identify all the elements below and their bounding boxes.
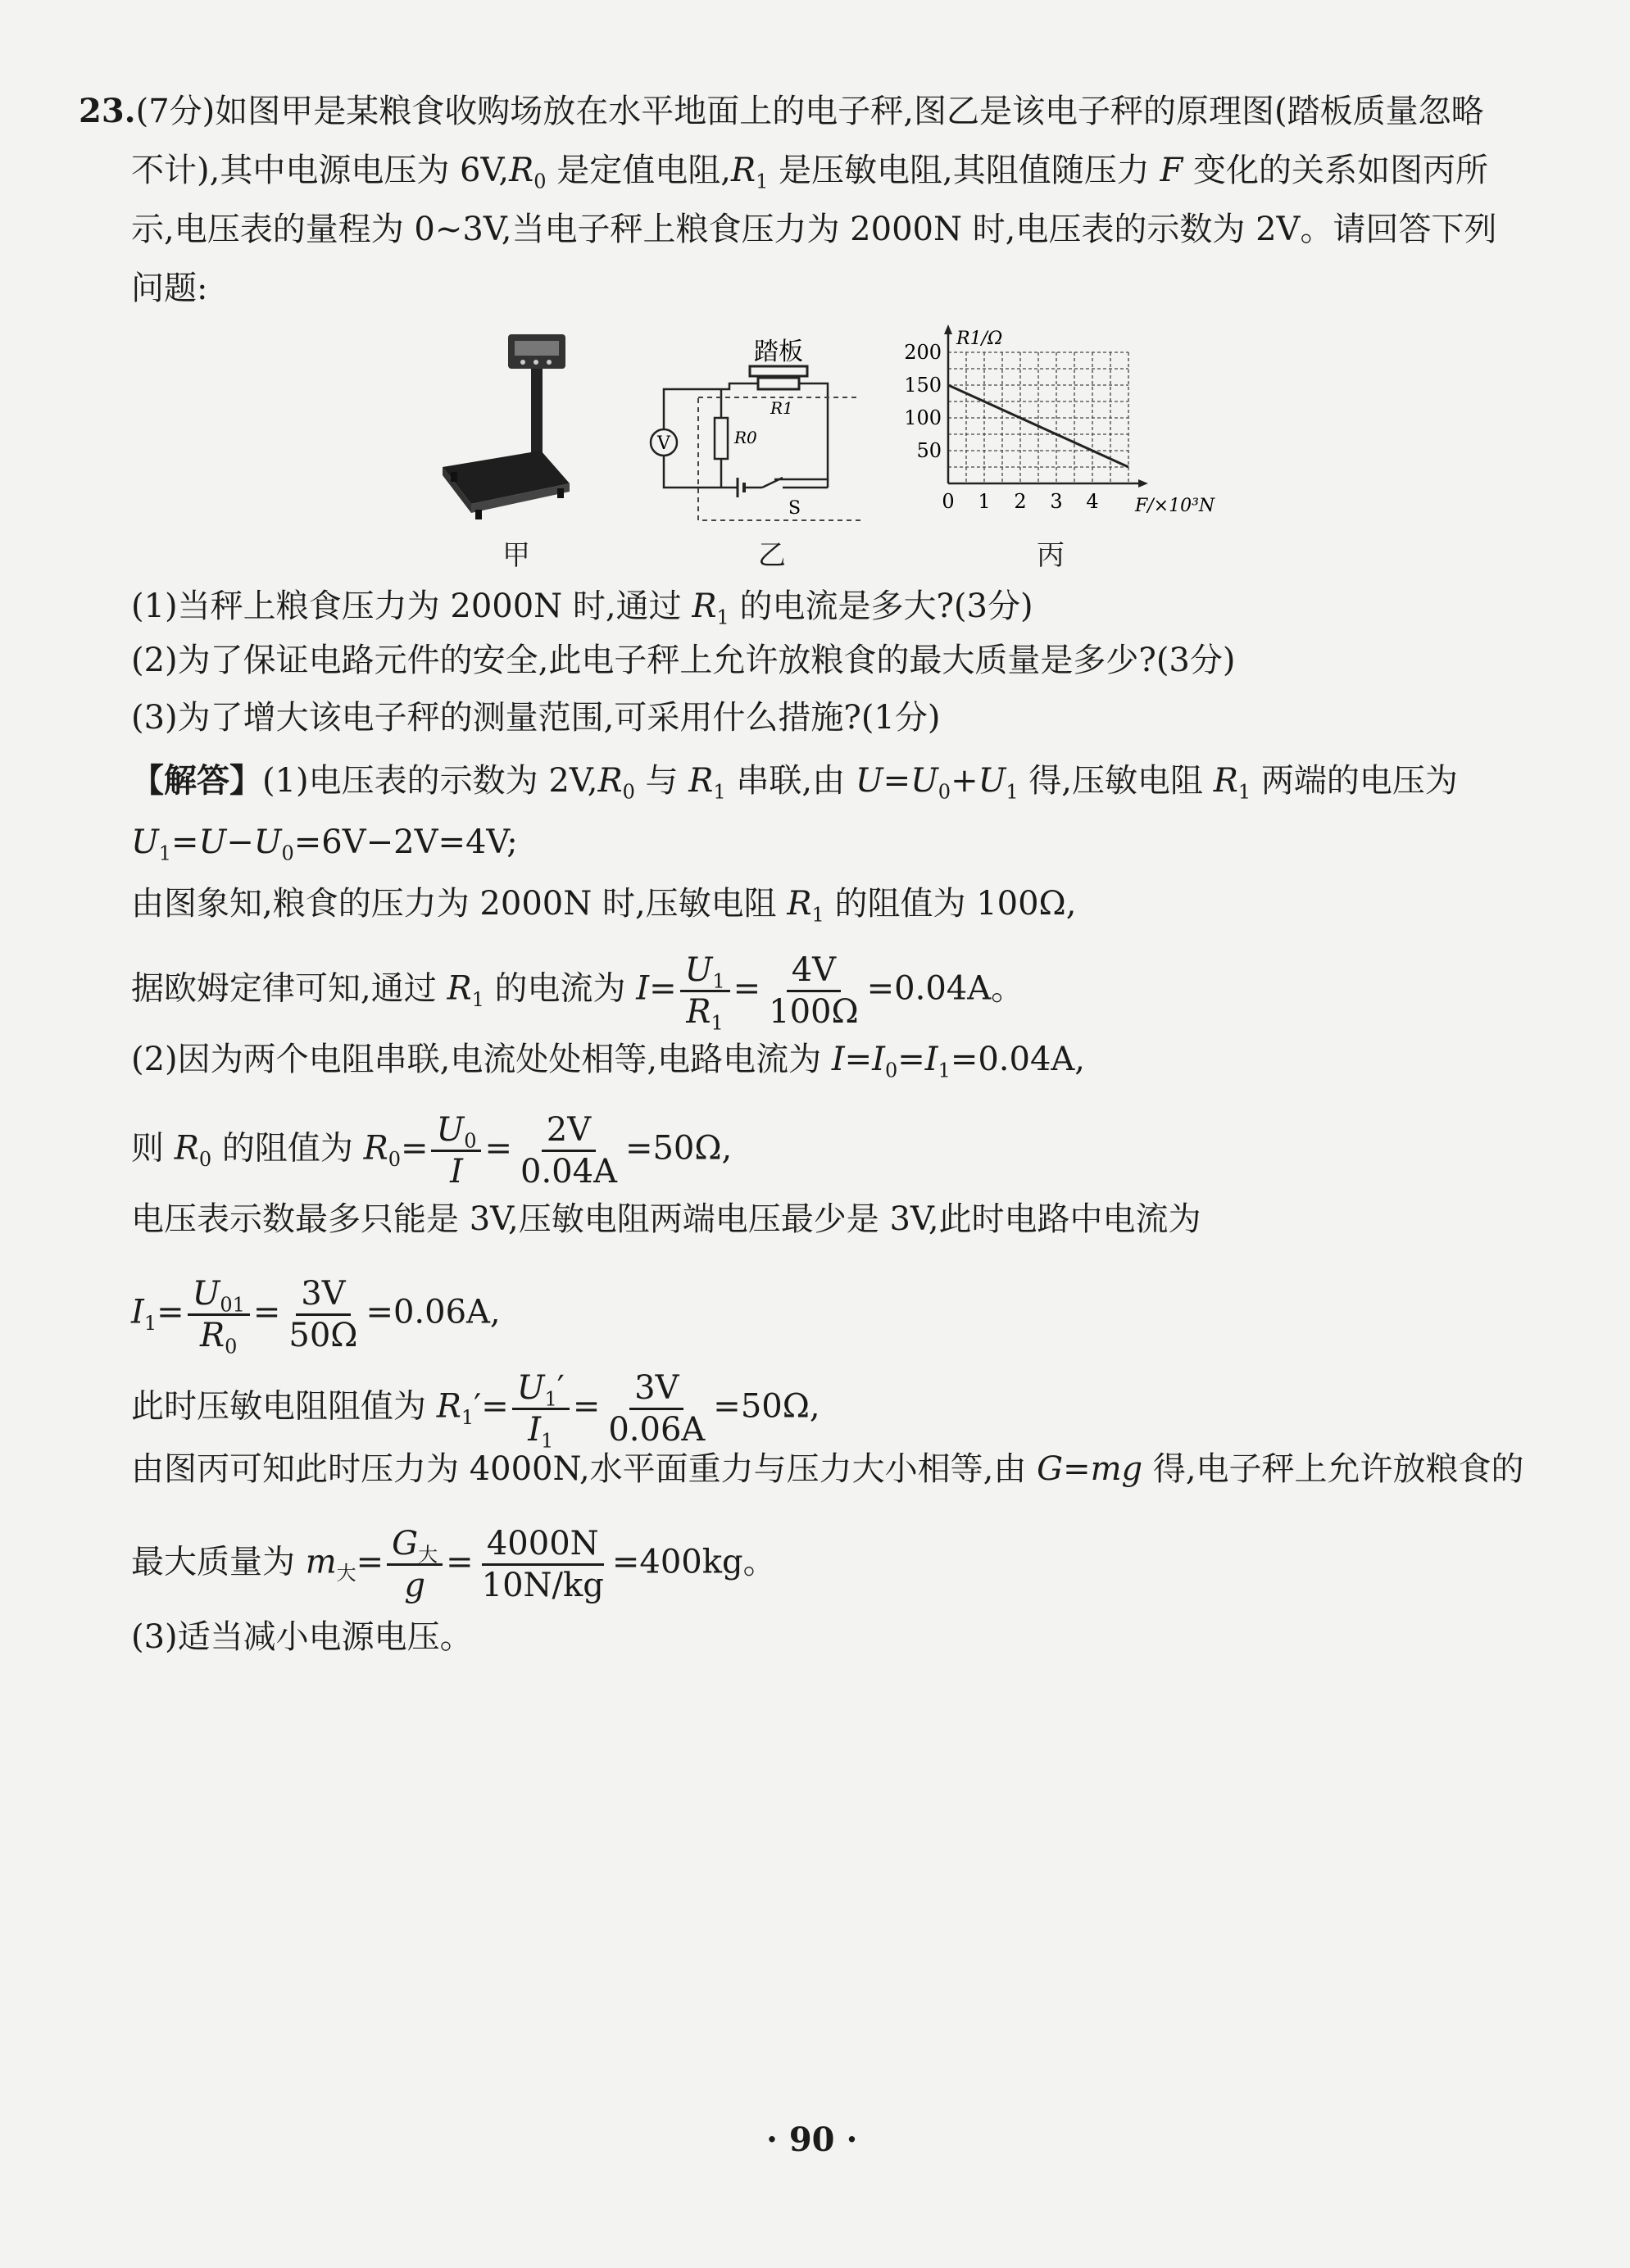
stem-text: 是定值电阻, [546, 152, 731, 189]
r1-label: R1 [770, 398, 793, 418]
stem-text: 是压敏电阻,其阻值随压力 [768, 152, 1160, 189]
pedal [750, 366, 807, 376]
series-line [948, 385, 1128, 467]
fraction: $\frac{U_1'}{I_1}$ [512, 1368, 570, 1449]
r0-label: R0 [734, 428, 757, 447]
voltmeter-label: V [657, 433, 670, 454]
answer-line-3: 由图象知,粮食的压力为 2000N 时,压敏电阻 $R_1$ 的阻值为 100Ω, [131, 885, 1077, 927]
answer-line-5: (2)因为两个电阻串联,电流处处相等,电路电流为 $I=I_0=I_1=0.04A$, [131, 1041, 1086, 1082]
x-tick-label: 0 [942, 490, 955, 513]
scale-illustration [426, 328, 574, 524]
fraction: $\frac{U_{01}}{R_0}$ [188, 1274, 250, 1355]
answer-line-1: 【解答】(1)电压表的示数为 $2V,R_0$ 与 $R_1$ 串联,由 $U=U_0+U_1$ 得,压敏电阻 $R_1$ 两端的电压为 [131, 761, 1458, 804]
question-line-1 [79, 88, 1484, 134]
answer-line-4: 据欧姆定律可知,通过 $R_1$ 的电流为 I= $\frac{U_1}{R_1}$ = $\frac{4V}{100\Omega}$ =0.04A。 [131, 951, 1024, 1035]
stem-text: 变化的关系如图丙所 [1183, 152, 1488, 189]
sub-question-2: (2)为了保证电路元件的安全,此电子秤上允许放粮食的最大质量是多少?(3分) [131, 642, 1236, 679]
switch [762, 478, 783, 488]
fraction: $\frac{2V}{0.04A}$ [520, 1111, 617, 1191]
y-tick-labels [904, 341, 942, 462]
x-tick-labels [942, 490, 1098, 513]
r0-resistor [715, 418, 728, 459]
sub-question-3: (3)为了增大该电子秤的测量范围,可采用什么措施?(1分) [131, 699, 941, 737]
r1-resistor [758, 378, 799, 389]
pedal-label: 踏板 [754, 338, 803, 366]
y-tick-label: 200 [904, 341, 942, 364]
sub-question-1: (1)当秤上粮食压力为 2000N 时,通过 $R_1$ 的电流是多大?(3分) [131, 587, 1033, 629]
page-number: · 90 · [766, 2121, 858, 2159]
y-tick-label: 150 [904, 374, 942, 397]
fraction: $\frac{4000N}{10N/kg}$ [481, 1525, 604, 1604]
y-tick-label: 50 [916, 439, 942, 462]
figure-label-yi: 乙 [758, 539, 786, 572]
figure-label-jia: 甲 [502, 539, 530, 572]
answer-line-10: 由图丙可知此时压力为 4000N,水平面重力与压力大小相等,由 G=mg 得,电子秤上允许放粮食的 [131, 1450, 1524, 1488]
fraction: $\frac{G_大}{g}$ [387, 1524, 443, 1605]
fraction: $\frac{U_1}{R_1}$ [680, 950, 730, 1032]
x-tick-label: 1 [978, 490, 991, 513]
question-line-3: 示,电压表的量程为 0~3V,当电子秤上粮食压力为 2000N 时,电压表的示数为 2V。请回答下列 [131, 211, 1497, 248]
x-tick-label: 4 [1086, 490, 1099, 513]
x-axis-label: F/×10³N [1135, 496, 1215, 516]
question-number: 23. [79, 92, 136, 130]
fraction: $\frac{3V}{0.06A}$ [608, 1369, 706, 1449]
question-line-2: 不计),其中电源电压为 $6V,R_0$ 是定值电阻$,R_1$ 是压敏电阻,其阻值随压力 F 变化的关系如图丙所 [131, 152, 1488, 193]
stem-text: 不计),其中电源电压为 6V, [131, 152, 510, 189]
fraction: $\frac{3V}{50\Omega}$ [288, 1275, 358, 1354]
graph-grid [948, 352, 1128, 483]
y-axis-label: R1/Ω [956, 329, 1003, 349]
answer-line-2: $U_1=U-U_0=6V-2V=4V$; [131, 823, 518, 865]
circuit-diagram [631, 332, 860, 528]
y-tick-label: 100 [904, 406, 942, 429]
answer-line-7: 电压表示数最多只能是 3V,压敏电阻两端电压最少是 3V,此时电路中电流为 [131, 1200, 1201, 1238]
x-tick-label: 3 [1050, 490, 1063, 513]
answer-line-8: $I_1=$ $\frac{U_{01}}{R_0}$ = $\frac{3V}{50\Omega}$ =0.06A, [131, 1275, 501, 1359]
figure-label-bing: 丙 [1037, 539, 1065, 572]
answer-line-12: (3)适当减小电源电压。 [131, 1618, 473, 1656]
question-stem-1: 如图甲是某粮食收购场放在水平地面上的电子秤,图乙是该电子秤的原理图(踏板质量忽略 [215, 93, 1484, 130]
answer-tag: 【解答】 [131, 761, 262, 800]
answer-line-9: 此时压敏电阻阻值为 $R_1'=$ $\frac{U_1'}{I_1}$ = $\frac{3V}{0.06A}$ =50Ω, [131, 1369, 820, 1453]
answer-line-11: 最大质量为 $m_大=$ $\frac{G_大}{g}$ = $\frac{4000N}{10N/kg}$ =400kg。 [131, 1525, 776, 1604]
answer-line-6: 则 $R_0$ 的阻值为 $R_0=$ $\frac{U_0}{I}$ = $\frac{2V}{0.04A}$ =50Ω, [131, 1111, 733, 1191]
question-line-4: 问题: [131, 270, 208, 307]
fraction: $\frac{4V}{100\Omega}$ [769, 951, 859, 1031]
x-tick-label: 2 [1014, 490, 1027, 513]
fraction: $\frac{U_0}{I}$ [431, 1110, 481, 1191]
switch-label: S [788, 498, 801, 519]
resistance-force-graph [897, 321, 1242, 526]
question-points: (7分) [135, 93, 216, 130]
